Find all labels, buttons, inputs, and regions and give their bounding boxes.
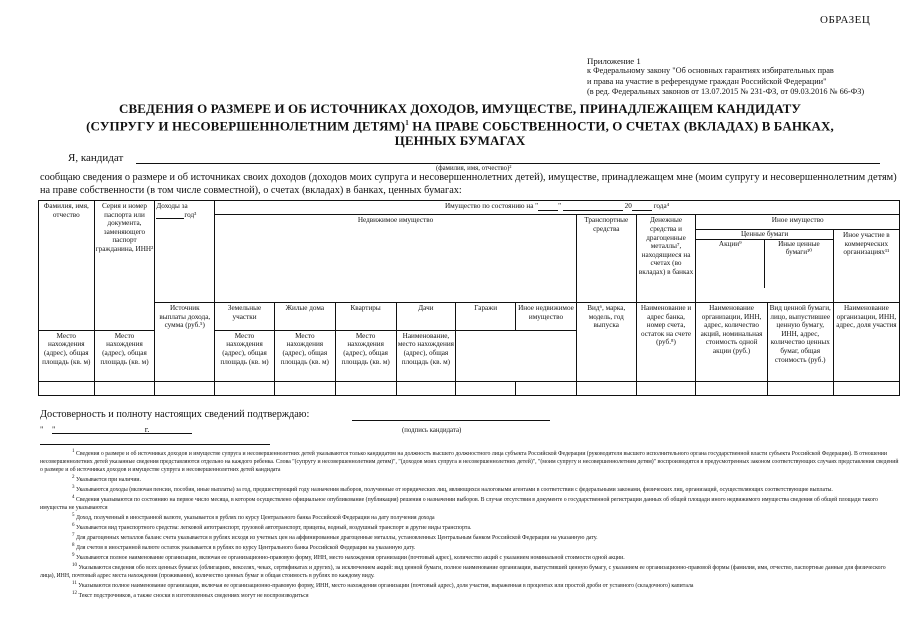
footnote-item	[40, 522, 902, 532]
cell-land[interactable]	[215, 382, 275, 396]
income-head-label: Доходы за	[156, 202, 188, 210]
day-blank[interactable]	[538, 204, 558, 211]
title-part: (СУПРУГУ И НЕСОВЕРШЕННОЛЕТНИМ ДЕТЯМ)	[86, 118, 406, 134]
date-month-line	[82, 433, 192, 434]
col-property-head	[215, 201, 900, 215]
footnote-item	[40, 484, 902, 494]
footnote-item	[40, 562, 902, 580]
income-property-table	[38, 200, 900, 396]
col-participation-detail: Наименование организации, ИНН, адрес, доля участия	[833, 303, 899, 382]
cell-passport[interactable]	[94, 382, 155, 396]
footnote-number: 11	[72, 580, 77, 586]
cell-shares[interactable]	[696, 382, 767, 396]
appendix-line: Приложение 1	[587, 56, 641, 66]
title-line: СВЕДЕНИЯ О РАЗМЕРЕ И ОБ ИСТОЧНИКАХ ДОХОДОВ, ИМУЩЕСТВЕ, ПРИНАДЛЕЖАЩЕМ КАНДИДАТУ	[119, 101, 801, 116]
cell-houses[interactable]	[274, 382, 335, 396]
title-line	[60, 116, 860, 134]
securities-split	[696, 240, 832, 288]
col-houses: Жилые дома	[274, 303, 335, 331]
col-shares-detail: Наименование организации, ИНН, адрес, количество акций, номинальная стоимость одной акции (руб.)	[696, 303, 767, 382]
flats-place: Место нахождения (адрес), общая площадь (кв. м)	[215, 330, 275, 381]
footnote-number: 7	[72, 532, 75, 538]
footnote-text: Сведения указываются по состоянию на первое число месяца, в котором осуществлено официальное опубликование (публикация) решения о назначении выборов. В случае отсутствия в документе о государственной регистрации данных об общей площади иного недвижимого имущества сведения об общей площади такого имущества не указываются	[40, 496, 878, 511]
appendix-line: (в ред. Федеральных законов от 13.07.2015 № 231-ФЗ, от 09.03.2016 № 66-ФЗ)	[587, 86, 865, 96]
cell-transport[interactable]	[576, 382, 636, 396]
other-realty-place: Наименование, место нахождения (адрес), общая площадь (кв. м)	[396, 330, 456, 381]
footnote-item	[40, 590, 902, 600]
col-land: Земельные участки	[215, 303, 275, 331]
footnote-number: 4	[72, 495, 75, 500]
date-day-line	[52, 433, 82, 434]
property-head-label: года⁴	[653, 202, 670, 210]
securities-label: Ценные бумаги	[696, 230, 832, 240]
footnote-text: Сведения о размере и об источниках доходов и имуществе супруга и несовершеннолетних детей указываются только кандидатом на должность высшего должностного лица субъекта Российской Федерации (руководителя высшего исполнительного органа государственной власти субъекта Российской Федерации). В отношении несовершеннолетних детей указанные сведения представляются отдельно на каждого ребенка. Слова "(супругу и несовершеннолетним детям)", "(доходов моих супруга и несовершеннолетних детей)", "(моим супругу и несовершеннолетним детям)" воспроизводятся в предусмотренных законом соответствующих случаях представления сведений о размере и об источниках доходов и имуществе супруга и несовершеннолетних детей кандидата	[40, 450, 899, 474]
confirmation-text: Достоверность и полноту настоящих сведений подтверждаю:	[40, 409, 310, 420]
candidate-name-field[interactable]	[136, 163, 880, 164]
table-row-empty	[39, 382, 900, 396]
col-passport: Серия и номер паспорта или документа, заменяющего паспорт гражданина, ИНН²	[94, 201, 155, 331]
footnote-text: Указывается вид транспортного средства: легковой автотранспорт, грузовой автотранспорт, прицепы, водный, воздушный транспорт и другие виды транспорта.	[74, 524, 472, 531]
cell-other-securities[interactable]	[767, 382, 833, 396]
footnote-number: 5	[72, 513, 75, 519]
cell-other-realty[interactable]	[516, 382, 577, 396]
col-transport: Транспортные средства	[576, 215, 636, 303]
footnote-item	[40, 448, 902, 474]
footnotes	[40, 448, 902, 600]
dachas-place: Место нахождения (адрес), общая площадь (кв. м)	[274, 330, 335, 381]
col-income-source: Источник выплаты дохода, сумма (руб.⁵)	[155, 303, 215, 382]
col-transport-detail: Вид⁶, марка, модель, год выпуска	[576, 303, 636, 382]
cell-fio[interactable]	[39, 382, 95, 396]
col-money: Денежные средства и драгоценные металлы⁷, находящиеся на счетах (во вкладах) в банках	[636, 215, 696, 303]
footnote-text: Текст подстрочников, а также сноски в изготовленных сведениях могут не воспроизводиться	[77, 592, 309, 599]
title-line: ЦЕННЫХ БУМАГАХ	[394, 132, 526, 148]
property-head-label: "	[558, 202, 562, 210]
intro-text: сообщаю сведения о размере и об источниках своих доходов (доходов моих супруга и несовершеннолетних детей), имуществе, принадлежащем мне (моим супругу и несовершеннолетним детям) на праве собственности (в том числе совместной), о счетах (вкладах) в банках, ценных бумагах:	[40, 172, 897, 196]
footnote-ref: 1	[405, 119, 409, 128]
footnote-item	[40, 494, 902, 512]
footnote-text: Указываются полное наименование организации, включая ее организационно-правовую форму, ИНН, место нахождения организации (почтовый адрес), доля участия, выраженная в процентах или простой дроби от уставного (складочного) капитала	[76, 582, 694, 589]
footnote-number: 6	[72, 522, 75, 528]
col-money-detail: Наименование и адрес банка, номер счета, остаток на счете (руб.⁸)	[636, 303, 696, 382]
footnote-number: 2	[72, 475, 75, 481]
footnote-item	[40, 542, 902, 552]
cell-dachas[interactable]	[396, 382, 456, 396]
cell-money[interactable]	[636, 382, 696, 396]
appendix-line: к Федеральному закону "Об основных гарантиях избирательных прав	[587, 66, 834, 76]
houses-place: Место нахождения (адрес), общая площадь (кв. м)	[94, 330, 155, 381]
footnote-item	[40, 512, 902, 522]
footnote-number: 1	[72, 449, 75, 454]
col-garages: Гаражи	[456, 303, 516, 331]
footnote-text: Указываются сведения обо всех ценных бумагах (облигациях, векселях, чеках, сертификатах и других), за исключением акций: вид ценной бумаги, полное наименование организации, выпустившей ценную бумагу, с указанием ее организационно-правовой формы (фамилия, имя, отчество, паспортные данные для физического лица), ИНН, почтовый адрес места нахождения (проживания), количество ценных бумаг и общая стоимость в рублях по каждому виду.	[40, 564, 886, 579]
garages-place: Место нахождения (адрес), общая площадь (кв. м)	[335, 330, 396, 381]
footnote-text: Указываются полное наименование организации, включая ее организационно-правовую форму, ИНН, место нахождения организации (почтовый адрес), количество акций с указанием номинальной стоимости одной акции.	[74, 554, 625, 561]
month-blank[interactable]	[563, 204, 623, 211]
signature-field[interactable]	[352, 420, 550, 421]
appendix-note	[587, 56, 899, 97]
col-fio: Фамилия, имя, отчество	[39, 201, 95, 331]
candidate-caption: (фамилия, имя, отчество)²	[436, 165, 512, 172]
col-income-head	[155, 201, 215, 303]
appendix-line: и права на участие в референдуме граждан Российской Федерации"	[587, 76, 827, 86]
footnote-divider	[40, 444, 270, 445]
year-blank[interactable]	[156, 212, 184, 219]
land-place: Место нахождения (адрес), общая площадь (кв. м)	[39, 330, 95, 381]
cell-participation[interactable]	[833, 382, 899, 396]
footnote-item	[40, 552, 902, 562]
col-participation: Иное участие в коммерческих организациях¹¹	[833, 229, 899, 302]
col-other-realty: Иное недвижимое имущество	[516, 303, 577, 331]
footnote-item	[40, 580, 902, 590]
footnote-item	[40, 532, 902, 542]
footnote-text: Указывается при наличии.	[74, 476, 141, 483]
col-dachas: Дачи	[396, 303, 456, 331]
cell-flats[interactable]	[335, 382, 396, 396]
document-title	[60, 102, 860, 148]
footnote-number: 8	[72, 542, 75, 548]
col-other-sec-detail: Вид ценной бумаги, лицо, выпустившее ценную бумагу, ИНН, адрес, количество ценных бумаг, общая стоимость (руб.)	[767, 303, 833, 382]
footnote-number: 10	[72, 562, 77, 568]
footnote-text: Для драгоценных металлов баланс счета указывается в рублях исходя из учетных цен на аффинированные драгоценные металлы, установленных Центральным банком Российской Федерации на указанную дату.	[74, 534, 598, 541]
property-head-label: 20	[624, 202, 632, 210]
col-shares: Акции⁹	[696, 240, 765, 288]
title-part: НА ПРАВЕ СОБСТВЕННОСТИ, О СЧЕТАХ (ВКЛАДАХ) В БАНКАХ,	[408, 118, 834, 134]
property-head-label: Имущество по состоянию на "	[444, 202, 539, 210]
footnote-text: Доход, полученный в иностранной валюте, указывается в рублях по курсу Центрального банка Российской Федерации на дату получения дохода	[74, 514, 435, 521]
col-realty: Недвижимое имущество	[215, 215, 577, 303]
signature-caption: (подпись кандидата)	[402, 427, 462, 434]
income-head-label: год³	[184, 210, 197, 219]
year-blank[interactable]	[632, 204, 652, 211]
date-text: " " г.	[40, 424, 150, 434]
footnote-number: 3	[72, 485, 75, 491]
footnote-item	[40, 474, 902, 484]
col-other-securities: Иные ценные бумаги¹⁰	[778, 239, 820, 257]
footnote-text: Для счетов в иностранной валюте остаток указывается в рублях по курсу Центрального банка Российской Федерации на указанную дату.	[74, 544, 416, 551]
footnote-number: 9	[72, 552, 75, 558]
cell-garages[interactable]	[456, 382, 516, 396]
footnote-text: Указываются доходы (включая пенсии, пособия, иные выплаты) за год, предшествующий году назначения выборов, полученные от юридических лиц, являющихся налоговыми агентами в соответствии с федеральными законами, физических лиц, организаций, осуществляющих соответствующие выплаты.	[74, 486, 833, 493]
col-flats: Квартиры	[335, 303, 396, 331]
candidate-label: Я, кандидат	[68, 152, 124, 164]
col-other-property: Иное имущество	[696, 215, 900, 229]
col-securities	[696, 229, 833, 302]
cell-income[interactable]	[155, 382, 215, 396]
sample-stamp: ОБРАЗЕЦ	[820, 14, 871, 26]
footnote-number: 12	[72, 590, 77, 596]
